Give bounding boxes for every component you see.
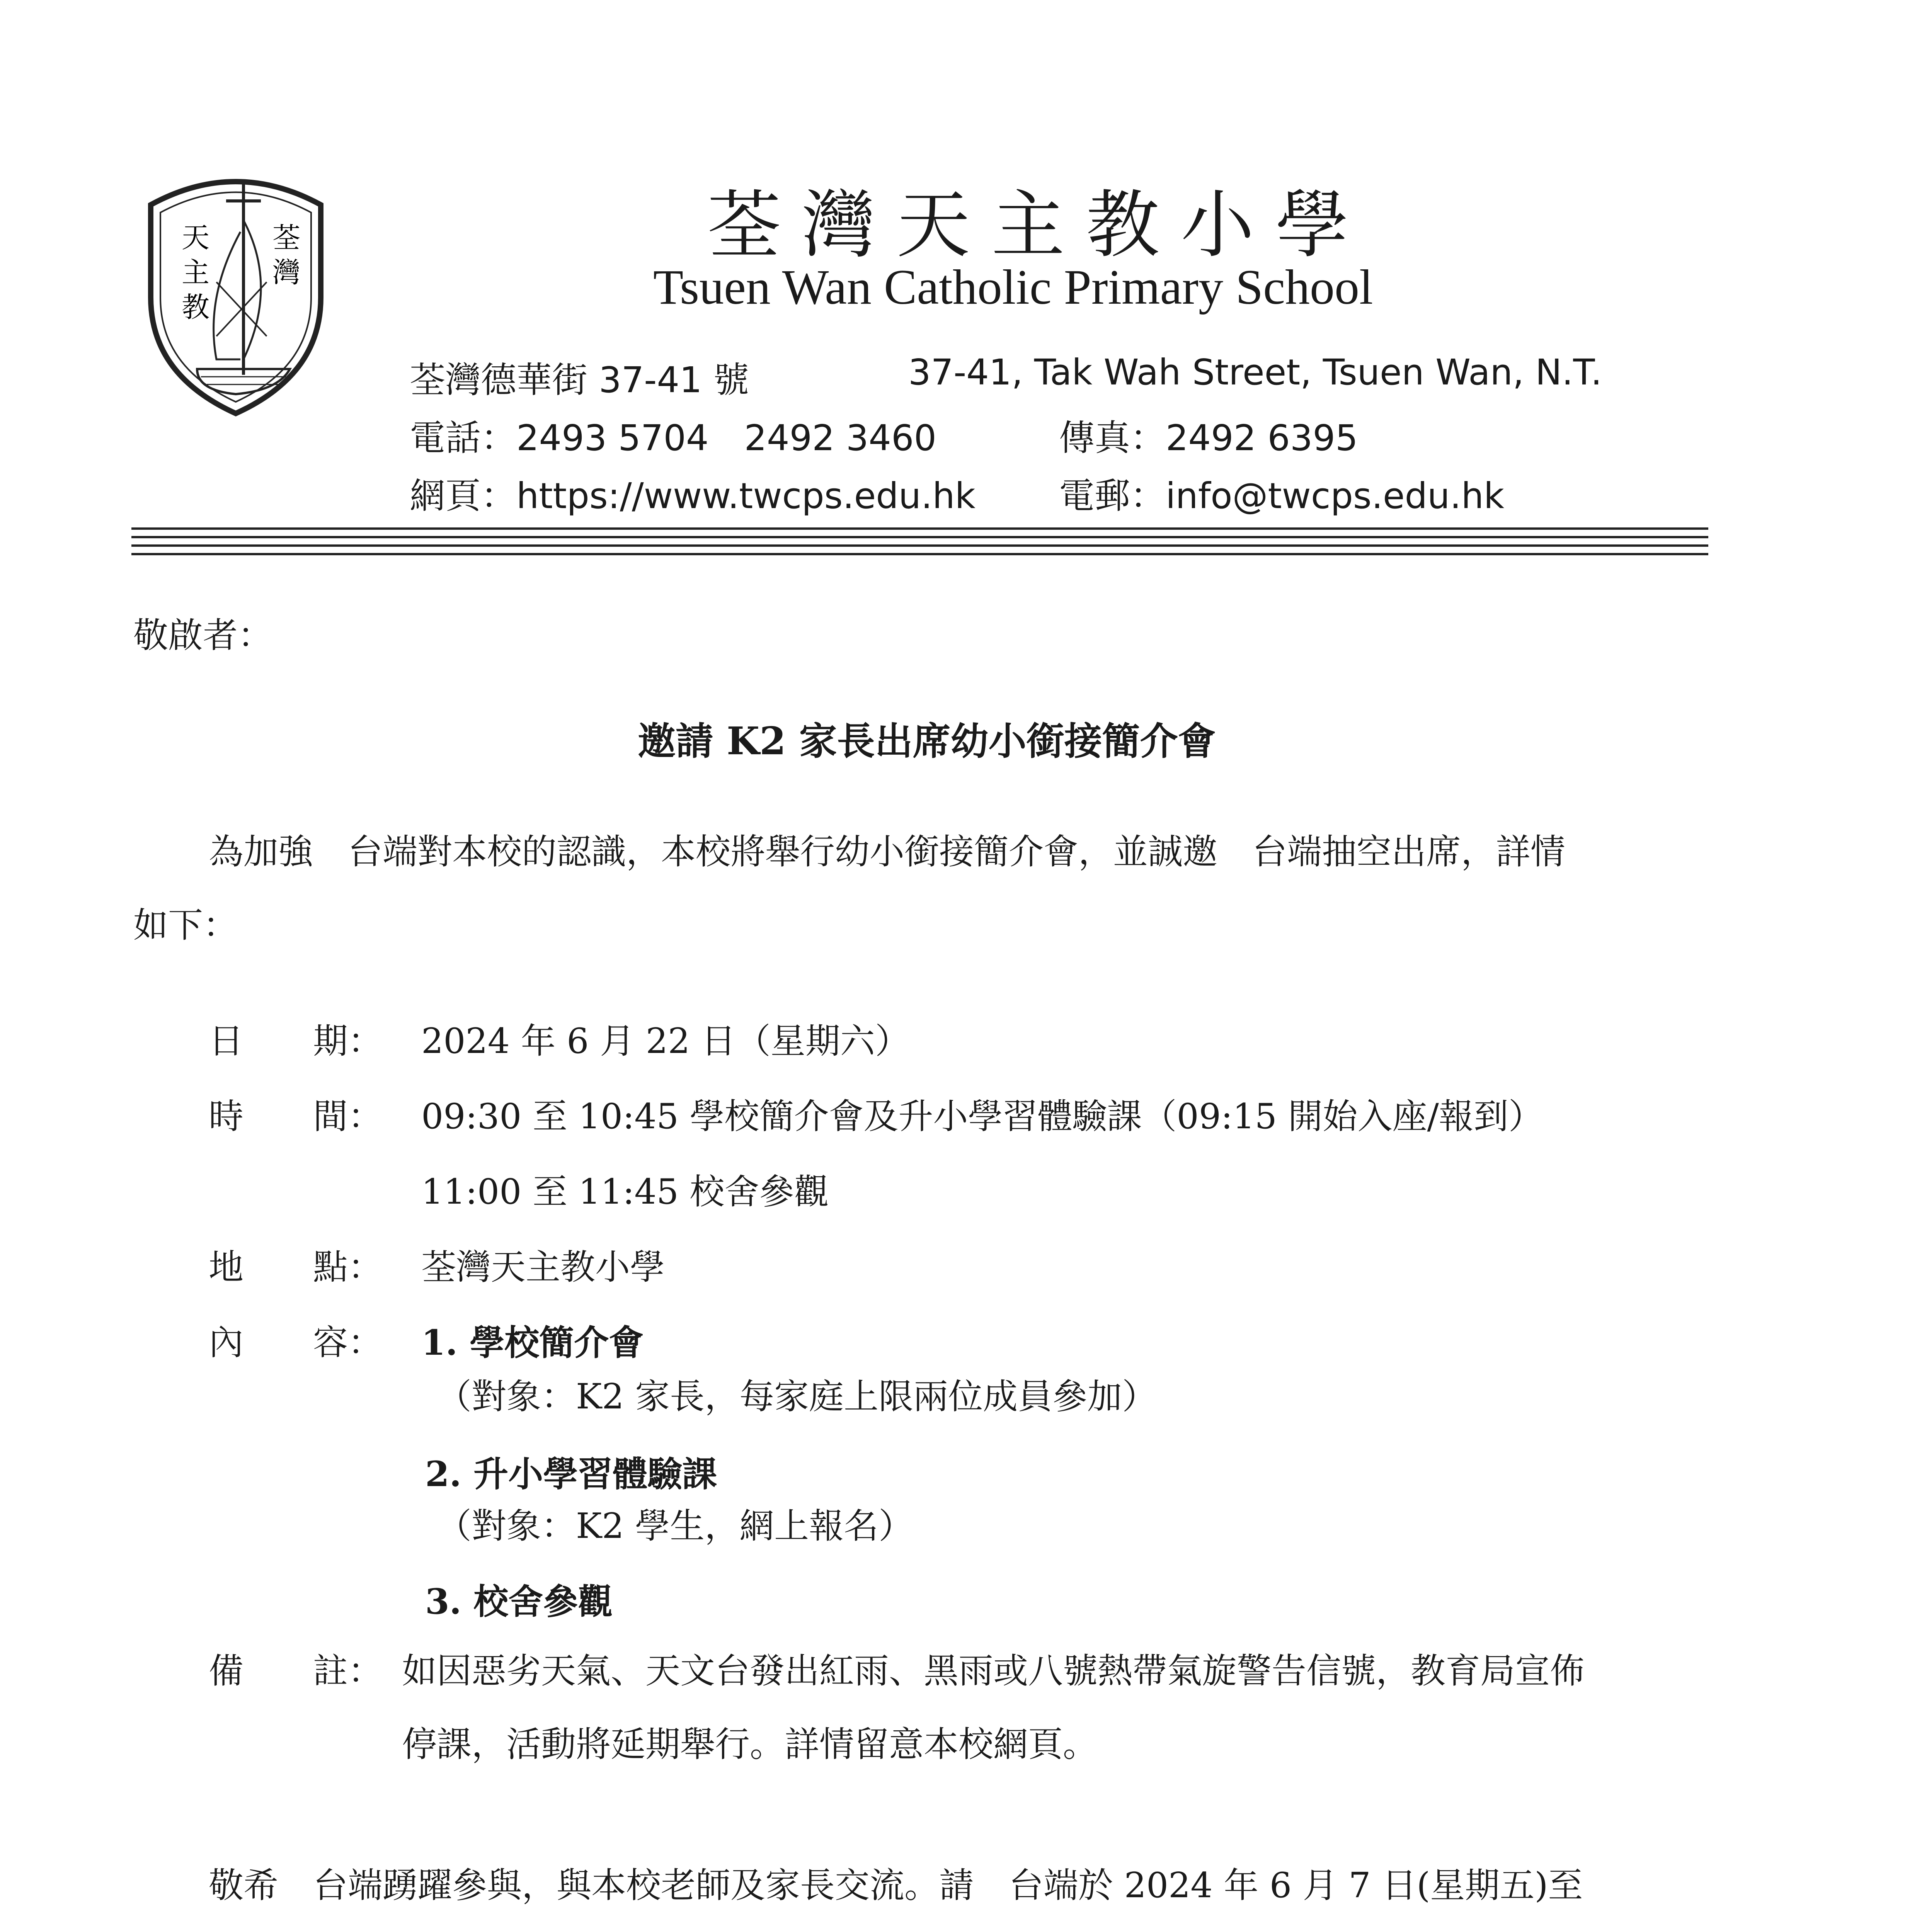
content-item-1-title: 1. 學校簡介會 [421,1322,644,1363]
remark-label: 備 註： [209,1651,383,1691]
header-divider [131,527,1708,562]
content-item-2-title: 2. 升小學習體驗課 [425,1454,717,1495]
date-value: 2024 年 6 月 22 日（星期六） [421,1021,910,1061]
school-crest-logo [139,158,332,421]
salutation: 敬啟者： [133,615,272,656]
content-item-2-note: （對象：K2 學生，網上報名） [437,1506,914,1546]
remark-line-1: 如因惡劣天氣、天文台發出紅雨、黑雨或八號熱帶氣旋警告信號，教育局宣佈 [402,1651,1585,1691]
content-label: 內 容： [209,1322,383,1363]
time-value-2: 11:00 至 11:45 校舍參觀 [421,1172,829,1212]
intro-line-2: 如下： [133,905,238,946]
para2-line-1: 敬希 台端踴躍參與，與本校老師及家長交流。請 台端於 2024 年 6 月 7 日(星期五)至 [209,1865,1583,1906]
address-english: 37-41, Tak Wah Street, Tsuen Wan, N.T. [908,352,1602,393]
intro-line-1: 為加強 台端對本校的認識，本校將舉行幼小銜接簡介會，並誠邀 台端抽空出席，詳情 [209,832,1565,872]
crest-char: 主 [182,256,210,289]
school-name-chinese: 荃灣天主教小學 [707,182,1371,268]
crest-char: 教 [182,291,210,323]
crest-char: 天 [182,221,210,254]
time-value-1: 09:30 至 10:45 學校簡介會及升小學習體驗課（09:15 開始入座/報到） [421,1096,1543,1137]
fax-number: 傳真：2492 6395 [1059,417,1358,459]
venue-label: 地 點： [209,1247,383,1287]
crest-char: 荃 [272,221,301,254]
crest-char: 灣 [272,256,301,289]
remark-line-2: 停課，活動將延期舉行。詳情留意本校網頁。 [402,1724,1098,1765]
date-label: 日 期： [209,1021,383,1061]
content-item-3-title: 3. 校舍參觀 [425,1581,613,1622]
website: 網頁：https://www.twcps.edu.hk [410,475,976,517]
venue-value: 荃灣天主教小學 [421,1247,665,1287]
email: 電郵：info@twcps.edu.hk [1059,475,1505,517]
content-item-1-note: （對象：K2 家長，每家庭上限兩位成員參加） [437,1376,1157,1417]
phone-numbers: 電話：2493 5704 2492 3460 [410,417,937,459]
school-name-english: Tsuen Wan Catholic Primary School [653,260,1373,315]
address-chinese: 荃灣德華街 37-41 號 [410,359,749,401]
letter-title: 邀請 K2 家長出席幼小銜接簡介會 [638,719,1216,764]
time-label: 時 間： [209,1096,383,1137]
